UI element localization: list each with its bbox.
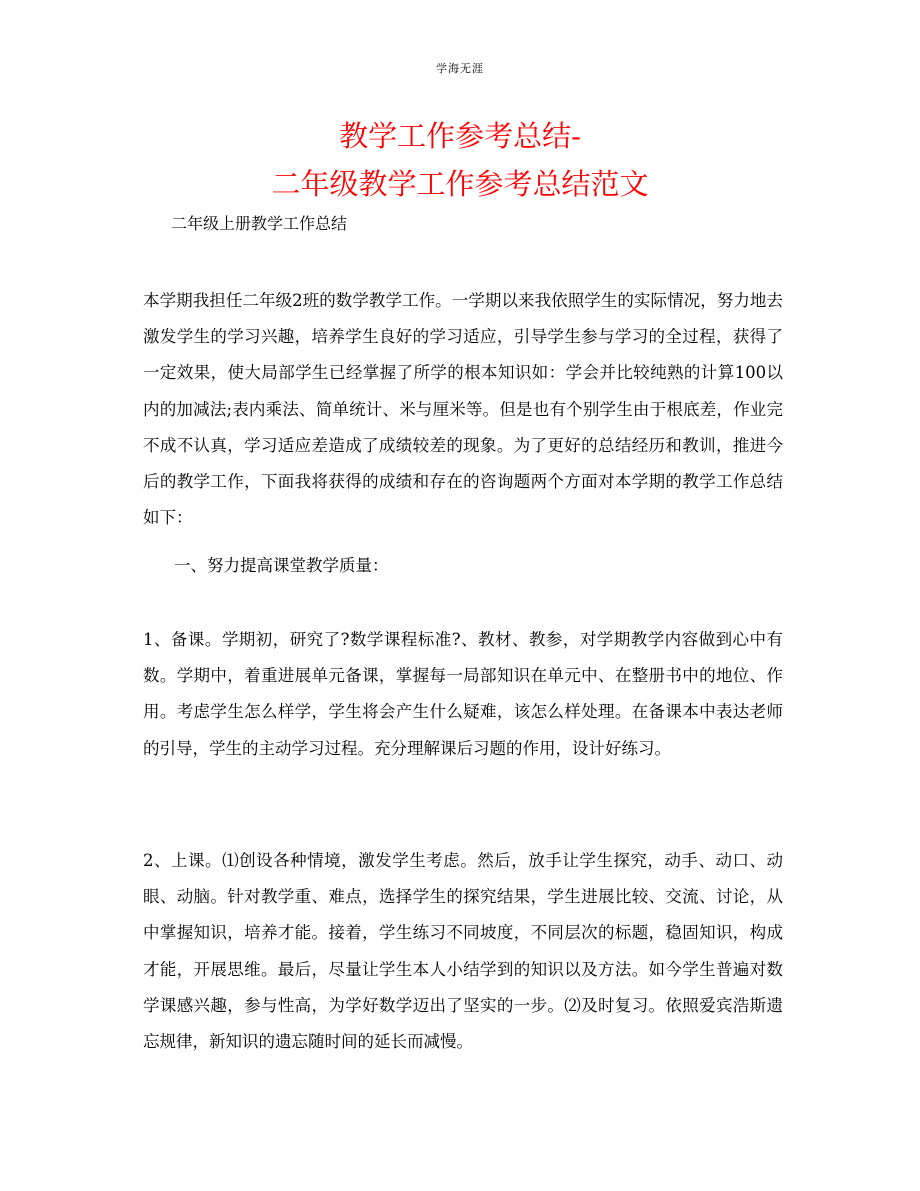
title-line-2: 二年级教学工作参考总结范文 <box>271 167 649 201</box>
paragraph-class-teaching: 2、上课。⑴创设各种情境，激发学生考虑。然后，放手让学生探究，动手、动口、动眼、动脑。针对教学重、难点，选择学生的探究结果，学生进展比较、交流、讨论，从中掌握知识，培养才能。接着，学生练习不同坡度，不同层次的标题，稳固知识，构成才能，开展思维。最后，尽量让学生本人小结学到的知识以及方法。如今学生普遍对数学课感兴趣，参与性高，为学好数学迈出了坚实的一步。⑵及时复习。依照爱宾浩斯遗忘规律，新知识的遗忘随时间的延长而减慢。 <box>143 851 783 1052</box>
title-line-1: 教学工作参考总结- <box>339 119 581 153</box>
paragraph-intro: 本学期我担任二年级2班的数学教学工作。一学期以来我依照学生的实际情况，努力地去激发学生的学习兴趣，培养学生良好的学习适应，引导学生参与学习的全过程，获得了一定效果，使大局部学生已经掌握了所学的根本知识如：学会并比较纯熟的计算100以内的加减法;表内乘法、简单统计、米与厘米等。但是也有个别学生由于根底差，作业完不成不认真，学习适应差造成了成绩较差的现象。为了更好的总结经历和教训，推进今后的教学工作，下面我将获得的成绩和存在的咨询题两个方面对本学期的教学工作总结如下： <box>143 291 783 528</box>
paragraph-lesson-prep: 1、备课。学期初，研究了?数学课程标准?、教材、教参，对学期教学内容做到心中有数。学期中，着重进展单元备课，掌握每一局部知识在单元中、在整册书中的地位、作用。考虑学生怎么样学，学生将会产生什么疑难，该怎么样处理。在备课本中表达老师的引导，学生的主动学习过程。充分理解课后习题的作用，设计好练习。 <box>143 630 783 758</box>
section-heading: 一、努力提高课堂教学质量： <box>174 556 389 575</box>
page-header: 学海无涯 <box>436 62 484 75</box>
subtitle: 二年级上册教学工作总结 <box>171 214 348 233</box>
